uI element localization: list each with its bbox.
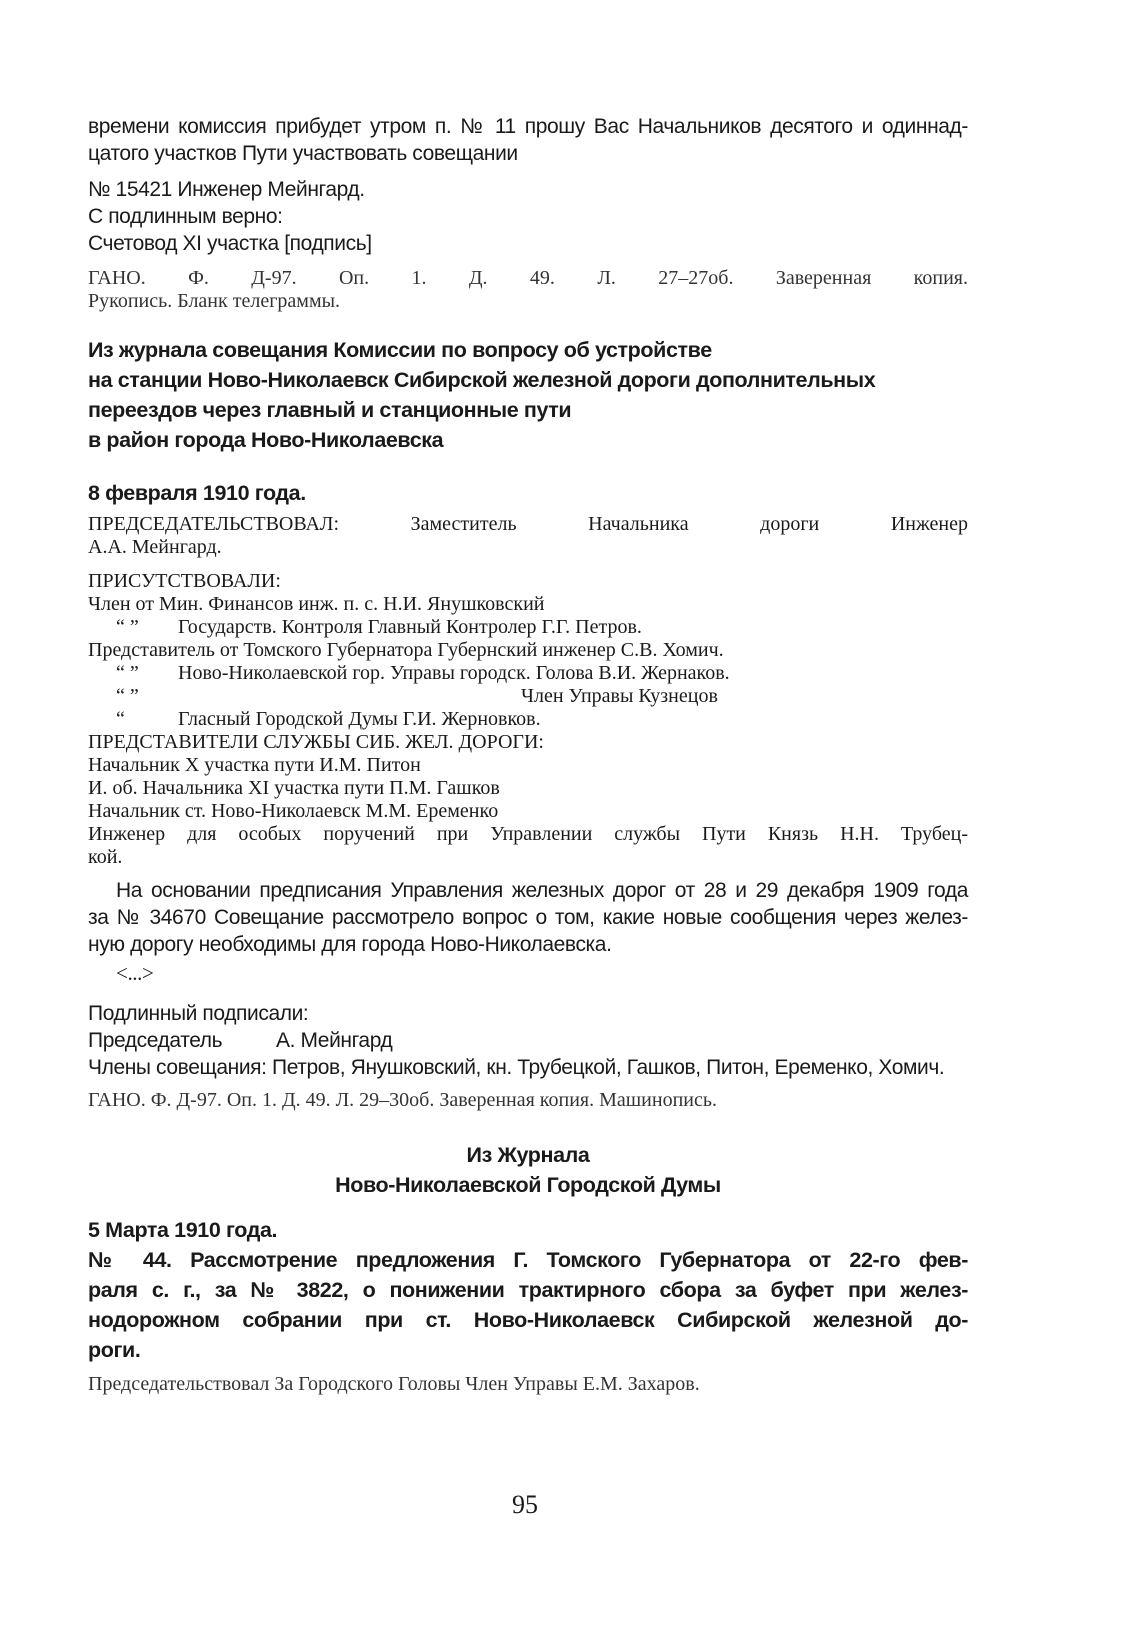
text-line: ГАНО. Ф. Д-97. Оп. 1. Д. 49. Л. 29–30об. Заверенная копия. Машинопись. — [88, 1089, 717, 1111]
text-line: ную дорогу необходимы для города Ново-Николаевска. — [88, 933, 612, 956]
text-line: ПРЕДСЕДАТЕЛЬСТВОВАЛ: Заместитель Начальника дороги Инженер — [88, 513, 968, 535]
railway-line: Начальник ст. Ново-Николаевск М.М. Еременко — [88, 800, 499, 822]
section-heading-2 — [88, 1140, 968, 1200]
ditto-mark: “ — [116, 708, 125, 730]
present-line-text: Государств. Контроля Главный Контролер Г.Г. Петров. — [178, 616, 642, 638]
railway-line: И. об. Начальника XI участка пути П.М. Гашков — [88, 777, 500, 799]
heading-line: переездов через главный и станционные пути — [88, 398, 572, 422]
present-line-text: Ново-Николаевской гор. Управы городск. Голова В.И. Жернаков. — [178, 662, 730, 684]
item-line: нодорожном собрании при ст. Ново-Николаевск Сибирской железной до- — [88, 1308, 968, 1332]
present-line: Член от Мин. Финансов инж. п. с. Н.И. Янушковский — [88, 593, 545, 615]
engineer-line: кой. — [88, 846, 123, 868]
text-line: А.А. Мейнгард. — [88, 536, 222, 558]
ditto-mark: “ ” — [116, 662, 139, 684]
item-line: раля с. г., за № 3822, о понижении трактирного сбора за буфет при желез- — [88, 1278, 968, 1302]
date-text: 5 Марта 1910 года. — [88, 1218, 278, 1242]
signed-block — [88, 1000, 968, 1081]
date-1 — [88, 480, 968, 507]
present-title: ПРИСУТСТВОВАЛИ: — [88, 570, 281, 592]
telegram-text — [88, 113, 968, 167]
chair-name: А. Мейнгард — [276, 1029, 393, 1052]
present-line — [88, 662, 968, 685]
text-line: ГАНО. Ф. Д-97. Оп. 1. Д. 49. Л. 27–27об. Заверенная копия. — [88, 267, 968, 289]
text-line: № 15421 Инженер Мейнгард. — [88, 178, 365, 201]
text-line: за № 34670 Совещание рассмотрело вопрос о том, какие новые сообщения через желез- — [88, 906, 968, 929]
archive-source-2 — [88, 1089, 968, 1112]
text-line: Счетовод XI участка [подпись] — [88, 232, 372, 255]
heading-line: Из журнала совещания Комиссии по вопросу об устройстве — [88, 338, 712, 362]
present-line — [88, 708, 968, 731]
heading-line: Ново-Николаевской Городской Думы — [335, 1173, 721, 1197]
item-44 — [88, 1215, 968, 1365]
present-line — [88, 685, 968, 708]
present-line — [88, 616, 968, 639]
chaired-by — [88, 513, 968, 559]
page-number: 95 — [512, 1490, 538, 1519]
text-line: Председательствовал За Городского Головы Член Управы Е.М. Захаров. — [88, 1373, 700, 1395]
ellipsis: <...> — [116, 961, 154, 985]
text-line: цатого участков Пути участвовать совещании — [88, 142, 518, 165]
text-line: Рукопись. Бланк телеграммы. — [88, 290, 341, 312]
engineer-line: Инженер для особых поручений при Управлении службы Пути Князь Н.Н. Трубец- — [88, 823, 968, 845]
item-line: роги. — [88, 1338, 141, 1362]
railway-title: ПРЕДСТАВИТЕЛИ СЛУЖБЫ СИБ. ЖЕЛ. ДОРОГИ: — [88, 731, 544, 753]
heading-line: в район города Ново-Николаевска — [88, 428, 444, 452]
text-line: На основании предписания Управления железных дорог от 28 и 29 декабря 1909 года — [116, 879, 968, 902]
present-line-text: Член Управы Кузнецов — [521, 685, 718, 707]
present-line-text: Гласный Городской Думы Г.И. Жерновков. — [178, 708, 541, 730]
railway-line: Начальник Х участка пути И.М. Питон — [88, 754, 421, 776]
text-line: времени комиссия прибудет утром п. № 11 прошу Вас Начальников десятого и одиннад- — [88, 115, 968, 138]
section-heading-1 — [88, 335, 968, 455]
chair-label: Председатель — [88, 1029, 223, 1052]
present-list — [88, 570, 968, 869]
archive-source-1 — [88, 267, 968, 313]
text-line: С подлинным верно: — [88, 205, 283, 228]
signature-block — [88, 176, 968, 257]
chaired-by-2 — [88, 1373, 968, 1396]
body-paragraph — [88, 877, 968, 988]
ditto-mark: “ ” — [116, 616, 139, 638]
item-line: № 44. Рассмотрение предложения Г. Томского Губернатора от 22-го фев- — [88, 1248, 968, 1272]
members-line: Члены совещания: Петров, Янушковский, кн. Трубецкой, Гашков, Питон, Еременко, Хомич. — [88, 1056, 945, 1079]
date-text: 8 февраля 1910 года. — [88, 481, 306, 505]
present-line: Представитель от Томского Губернатора Губернский инженер С.В. Хомич. — [88, 639, 724, 661]
heading-line: Из Журнала — [466, 1143, 590, 1167]
chair-line — [88, 1027, 968, 1054]
text-line: Подлинный подписали: — [88, 1002, 309, 1025]
ditto-mark: “ ” — [116, 685, 139, 707]
heading-line: на станции Ново-Николаевск Сибирской железной дороги дополнительных — [88, 368, 876, 392]
